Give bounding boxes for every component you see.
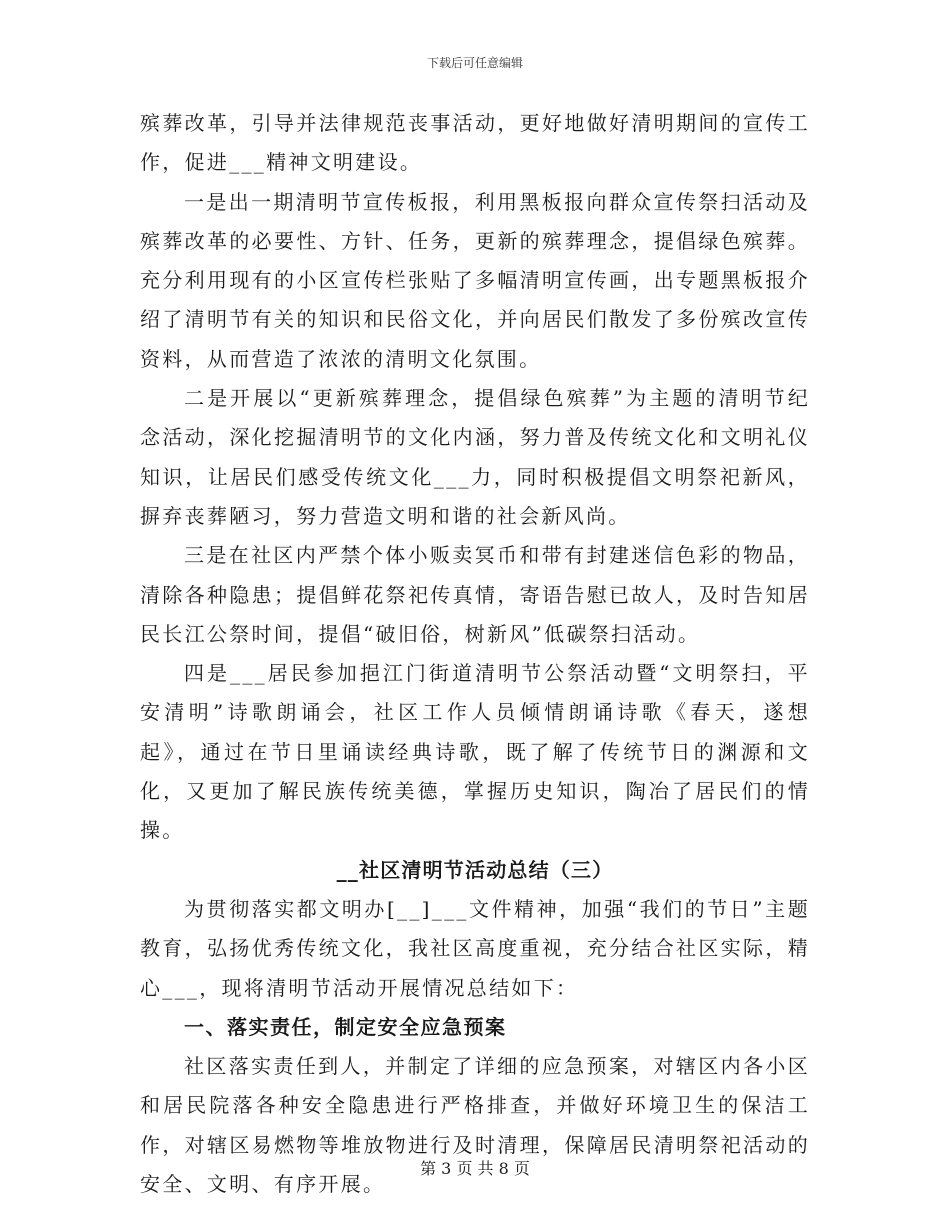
paragraph-item-three: 三是在社区内严禁个体小贩卖冥币和带有封建迷信色彩的物品，清除各种隐患；提倡鲜花祭祀传真情，寄语告慰已故人，及时告知居民长江公祭时间，提倡“破旧俗，树新风”低碳祭扫活动。 [140,543,810,646]
final-paragraph: 社区落实责任到人，并制定了详细的应急预案，对辖区内各小区和居民院落各种安全隐患进行严格排查，并做好环境卫生的保洁工作，对辖区易燃物等堆放物进行及时清理，保障居民清明祭祀活动的安全、文明、有序开展。 [140,1054,810,1197]
subheading: 一、落实责任，制定安全应急预案 [184,1014,507,1039]
paragraph-continued: 殡葬改革，引导并法律规范丧事活动，更好地做好清明期间的宣传工作，促进___精神文明建设。 [140,111,810,175]
document-body [140,104,810,1204]
paragraph-item-two: 二是开展以“更新殡葬理念，提倡绿色殡葬”为主题的清明节纪念活动，深化挖掘清明节的文化内涵，努力普及传统文化和文明礼仪知识，让居民们感受传统文化___力，同时积极提倡文明祭祀新风，摒弃丧葬陋习，努力营造文明和谐的社会新风尚。 [140,386,810,528]
page-header: 下载后可任意编辑 [426,56,523,70]
intro-paragraph: 为贯彻落实都文明办[__]___文件精神，加强“我们的节日”主题教育，弘扬优秀传统文化，我社区高度重视，充分结合社区实际，精心___，现将清明节活动开展情况总结如下： [140,896,810,1000]
section-title: __社区清明节活动总结（三） [336,857,614,882]
paragraph-item-one: 一是出一期清明节宣传板报，利用黑板报向群众宣传祭扫活动及殡葬改革的必要性、方针、任务，更新的殡葬理念，提倡绿色殡葬。充分利用现有的小区宣传栏张贴了多幅清明宣传画，出专题黑板报介绍了清明节有关的知识和民俗文化，并向居民们散发了多份殡改宣传资料，从而营造了浓浓的清明文化氛围。 [140,189,810,371]
page-number: 第 3 页 共 8 页 [420,1159,530,1178]
paragraph-item-four: 四是___居民参加挹江门街道清明节公祭活动暨“文明祭扫，平安清明”诗歌朗诵会，社区工作人员倾情朗诵诗歌《春天，遂想起》，通过在节日里诵读经典诗歌，既了解了传统节日的渊源和文化，又更加了解民族传统美德，掌握历史知识，陶冶了居民们的情操。 [140,661,810,843]
